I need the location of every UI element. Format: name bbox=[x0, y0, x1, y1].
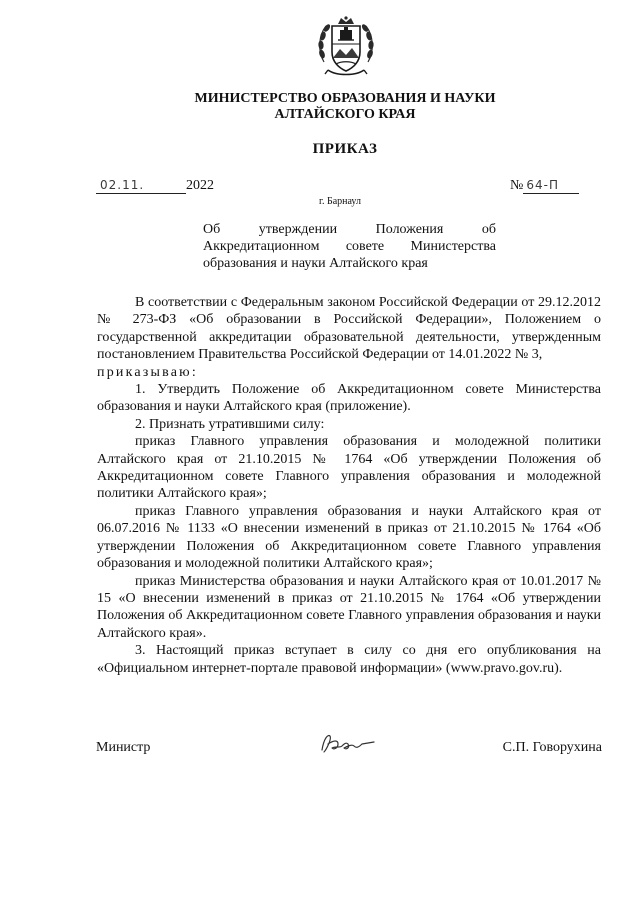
item-1-paragraph: 1. Утвердить Положение об Аккредитационном совете Министерства образования и науки Алтайского края (приложение). bbox=[97, 382, 601, 415]
coat-of-arms-icon bbox=[316, 14, 376, 80]
city-name: г. Барнаул bbox=[319, 196, 361, 207]
item-3-paragraph: 3. Настоящий приказ вступает в силу со дня его опубликования на «Официальном интернет-портале правовой информации» (www.pravo.gov.ru). bbox=[97, 643, 601, 676]
number-prefix: № bbox=[510, 178, 524, 193]
order-body bbox=[97, 294, 601, 677]
ministry-name-line2: АЛТАЙСКОГО КРАЯ bbox=[274, 107, 416, 122]
order-subject: Об утверждении Положения об Аккредитационном совете Министерства образования и науки Алтайского края bbox=[203, 222, 496, 271]
number-handwritten: 64-П bbox=[526, 178, 559, 192]
number-field bbox=[523, 178, 579, 194]
handwritten-signature-icon bbox=[318, 730, 378, 758]
order-word: приказываю: bbox=[97, 364, 198, 380]
item-2-paragraph: 2. Признать утратившими силу: bbox=[135, 416, 325, 432]
ministry-name bbox=[150, 91, 540, 123]
signer-position: Министр bbox=[96, 740, 151, 755]
item-2c-paragraph: приказ Министерства образования и науки Алтайского края от 10.01.2017 № 15 «О внесении изменений в приказ от 21.10.2015 № 1764 «Об утверждении Положения об Аккредитационном совете Главного управления образования и науки Алтайского края». bbox=[97, 573, 601, 641]
date-field bbox=[96, 178, 186, 194]
preamble-paragraph: В соответствии с Федеральным законом Российской Федерации от 29.12.2012 № 273-ФЗ «Об образовании в Российской Федерации», Положением о государственной аккредитации образовательной деятельности, утвержденным постановлением Правительства Российской Федерации от 14.01.2022 № 3, bbox=[97, 295, 601, 363]
order-number bbox=[510, 178, 579, 194]
document-type-title: ПРИКАЗ bbox=[312, 141, 378, 157]
signer-name: С.П. Говорухина bbox=[502, 740, 602, 755]
date-year: 2022 bbox=[186, 178, 214, 193]
item-2a-paragraph: приказ Главного управления образования и молодежной политики Алтайского края от 21.10.2015 № 1764 «Об утверждении Положения об Аккредитационном совете Главного управления образования и молодежной политики Алтайского края»; bbox=[97, 434, 601, 502]
order-date bbox=[96, 178, 214, 194]
ministry-name-line1: МИНИСТЕРСТВО ОБРАЗОВАНИЯ И НАУКИ bbox=[194, 91, 496, 106]
item-2b-paragraph: приказ Главного управления образования и науки Алтайского края от 06.07.2016 № 1133 «О внесении изменений в приказ от 21.10.2015 № 1764 «Об утверждении Положения об Аккредитационном совете Главного управления образования и молодежной политики Алтайского края»; bbox=[97, 503, 601, 572]
date-handwritten: 02.11. bbox=[100, 178, 145, 192]
